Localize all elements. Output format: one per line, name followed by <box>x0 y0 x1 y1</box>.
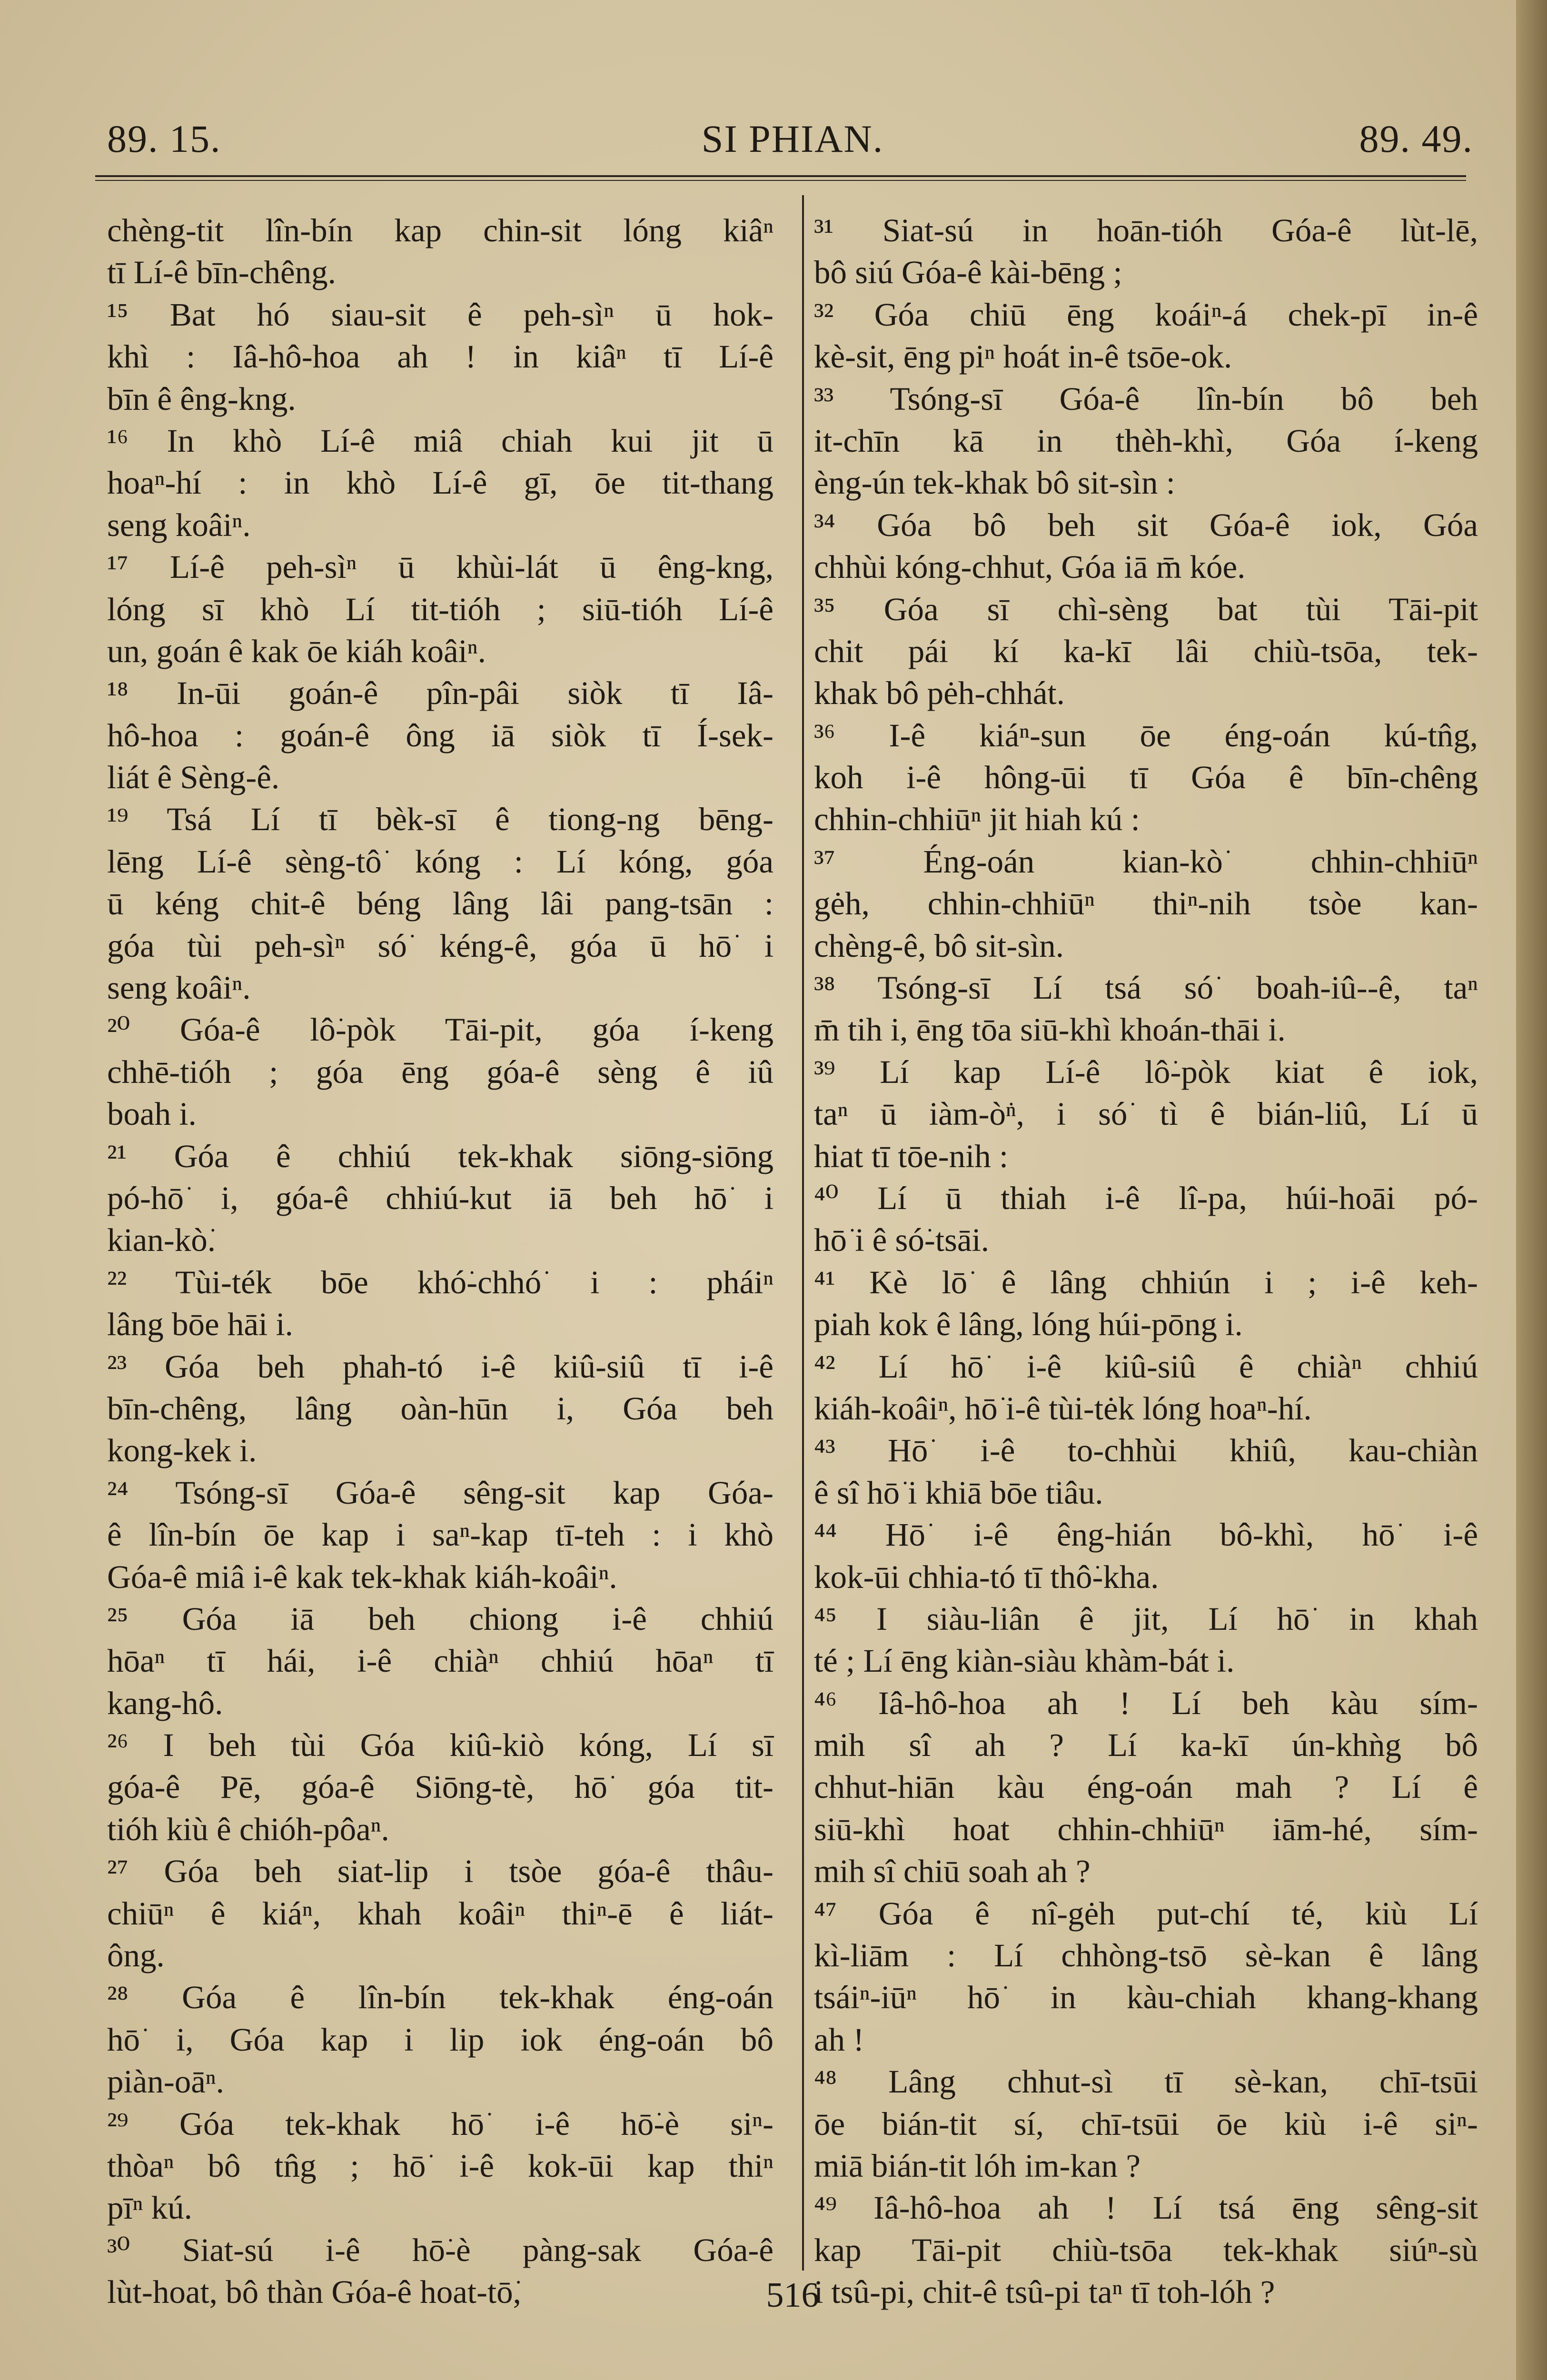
text-line: un, goán ê kak ōe kiáh koâiⁿ. <box>107 633 486 669</box>
text-line: chit pái kí ka-kī lâi chiù-tsōa, tek- <box>814 633 1478 669</box>
text-line: ¹⁶ In khò Lí-ê miâ chiah kui jit ū <box>107 422 774 459</box>
text-line: khì : Iâ-hô-hoa ah ! in kiâⁿ tī Lí-ê <box>107 338 774 375</box>
text-line: tī Lí-ê bīn-chêng. <box>107 254 336 291</box>
text-line: kian-kò͘. <box>107 1222 216 1259</box>
text-line: koh i-ê hông-ūi tī Góa ê bīn-chêng <box>814 759 1478 796</box>
text-line: ⁴³ Hō͘ i-ê to-chhùi khiû, kau-chiàn <box>814 1432 1478 1469</box>
text-line: chhē-tióh ; góa ēng góa-ê sèng ê iû <box>107 1053 774 1090</box>
text-line: kap Tāi-pit chiù-tsōa tek-khak siúⁿ-sù <box>814 2231 1478 2268</box>
text-line: gėh, chhin-chhiūⁿ thiⁿ-nih tsòe kan- <box>814 885 1478 922</box>
text-line: ²³ Góa beh phah-tó i-ê kiû-siû tī i-ê <box>107 1348 774 1385</box>
text-line: ⁴⁶ Iâ-hô-hoa ah ! Lí beh kàu sím- <box>814 1685 1478 1721</box>
text-line: chèng-tit lîn-bín kap chin-sit lóng kiâⁿ <box>107 212 774 248</box>
text-line: mih sî ah ? Lí ka-kī ún-khǹg bô <box>814 1727 1478 1764</box>
text-line: bīn ê êng-kng. <box>107 380 296 417</box>
text-line: kok-ūi chhia-tó tī thô͘-kha. <box>814 1558 1159 1595</box>
text-line: ⁴⁹ Iâ-hô-hoa ah ! Lí tsá ēng sêng-sit <box>814 2190 1478 2226</box>
text-line: chèng-ê, bô sit-sìn. <box>814 927 1064 964</box>
text-line: ³⁴ Góa bô beh sit Góa-ê iok, Góa <box>814 506 1478 543</box>
text-line: m̄ tih i, ēng tōa siū-khì khoán-thāi i. <box>814 1012 1286 1048</box>
text-line: hiat tī tōe-nih : <box>814 1138 1009 1174</box>
text-line: miā bián-tit lóh im-kan ? <box>814 2147 1140 2184</box>
text-line: hōaⁿ tī hái, i-ê chiàⁿ chhiú hōaⁿ tī <box>107 1643 774 1679</box>
text-line: chiūⁿ ê kiáⁿ, khah koâiⁿ thiⁿ-ē ê liát- <box>107 1895 774 1932</box>
text-line: it-chīn kā in thèh-khì, Góa í-keng <box>814 422 1478 459</box>
text-line: ²⁸ Góa ê lîn-bín tek-khak éng-oán <box>107 1979 774 2016</box>
text-line: bô siú Góa-ê kài-bēng ; <box>814 254 1122 291</box>
text-line: ê sî hō͘ i khiā bōe tiâu. <box>814 1474 1103 1511</box>
text-line: bīn-chêng, lâng oàn-hūn i, Góa beh <box>107 1390 774 1427</box>
text-line: ⁴⁷ Góa ê nî-gėh put-chí té, kiù Lí <box>814 1895 1478 1932</box>
text-line: ³⁷ Éng-oán kian-kò͘ chhin-chhiūⁿ <box>814 843 1478 880</box>
text-line: siū-khì hoat chhin-chhiūⁿ iām-hé, sím- <box>814 1811 1478 1847</box>
text-line: thòaⁿ bô tn̂g ; hō͘ i-ê kok-ūi kap thiⁿ <box>107 2147 774 2184</box>
text-line: pó-hō͘ i, góa-ê chhiú-kut iā beh hō͘ i <box>107 1180 774 1216</box>
header-chapter-end: 89. 49. <box>1359 117 1473 160</box>
text-line: ²² Tùi-ték bōe khó͘-chhó͘ i : pháiⁿ <box>107 1264 774 1300</box>
text-line: pīⁿ kú. <box>107 2190 192 2226</box>
text-line: khak bô pėh-chhát. <box>814 675 1065 712</box>
text-column-left <box>107 209 774 2313</box>
text-line: chhùi kóng-chhut, Góa iā m̄ kóe. <box>814 549 1246 585</box>
text-line: kang-hô. <box>107 1685 223 1721</box>
text-line: hô-hoa : goán-ê ông iā siòk tī Í-sek- <box>107 717 774 754</box>
text-line: ²⁴ Tsóng-sī Góa-ê sêng-sit kap Góa- <box>107 1474 774 1511</box>
text-line: ³⁹ Lí kap Lí-ê lô͘-pòk kiat ê iok, <box>814 1053 1478 1090</box>
text-line: chhin-chhiūⁿ jit hiah kú : <box>814 801 1140 838</box>
header-book-title: SI PHIAN. <box>701 117 884 160</box>
text-line: Góa-ê miâ i-ê kak tek-khak kiáh-koâiⁿ. <box>107 1558 617 1595</box>
text-line: seng koâiⁿ. <box>107 970 251 1006</box>
text-line: góa tùi peh-sìⁿ só͘ kéng-ê, góa ū hō͘ i <box>107 927 774 964</box>
text-line: kiáh-koâiⁿ, hō͘ i-ê tùi-tėk lóng hoaⁿ-hí. <box>814 1390 1312 1427</box>
text-line: lēng Lí-ê sèng-tô͘ kóng : Lí kóng, góa <box>107 843 774 880</box>
text-line: kong-kek i. <box>107 1432 257 1469</box>
text-line: boah i. <box>107 1096 197 1132</box>
text-line: hō͘ i, Góa kap i lip iok éng-oán bô <box>107 2021 774 2058</box>
text-line: ³⁶ I-ê kiáⁿ-sun ōe éng-oán kú-tn̂g, <box>814 717 1478 754</box>
text-line: ³² Góa chiū ēng koáiⁿ-á chek-pī in-ê <box>814 296 1478 333</box>
text-line: lâng bōe hāi i. <box>107 1306 293 1343</box>
text-line: ²⁹ Góa tek-khak hō͘ i-ê hō͘-è siⁿ- <box>107 2105 774 2142</box>
header-chapter-start: 89. 15. <box>107 117 221 160</box>
text-line: ³⁸ Tsóng-sī Lí tsá só͘ boah-iû--ê, taⁿ <box>814 970 1478 1006</box>
text-line: kì-liām : Lí chhòng-tsō sè-kan ê lâng <box>814 1937 1478 1974</box>
text-line: ²⁵ Góa iā beh chiong i-ê chhiú <box>107 1600 774 1637</box>
text-line: hoaⁿ-hí : in khò Lí-ê gī, ōe tit-thang <box>107 465 774 501</box>
text-line: ⁴⁴ Hō͘ i-ê êng-hián bô-khì, hō͘ i-ê <box>814 1517 1478 1553</box>
header-rule <box>95 175 1466 181</box>
text-line: taⁿ ū iàm-ò͘ⁿ, i só͘ tì ê bián-liû, Lí ū <box>814 1096 1478 1132</box>
text-line: èng-ún tek-khak bô sit-sìn : <box>814 465 1175 501</box>
text-line: ³⁰ Siat-sú i-ê hō͘-è pàng-sak Góa-ê <box>107 2231 774 2268</box>
text-line: mih sî chiū soah ah ? <box>814 1853 1091 1890</box>
text-line: i tsû-pi, chit-ê tsû-pi taⁿ tī toh-lóh ? <box>814 2274 1275 2311</box>
text-line: té ; Lí ēng kiàn-siàu khàm-bát i. <box>814 1643 1235 1679</box>
page-edge <box>1516 0 1547 2380</box>
text-line: chhut-hiān kàu éng-oán mah ? Lí ê <box>814 1769 1478 1805</box>
page-number: 516 <box>766 2276 819 2315</box>
text-line: ³¹ Siat-sú in hoān-tióh Góa-ê lùt-lē, <box>814 212 1478 248</box>
text-line: ²⁰ Góa-ê lô͘-pòk Tāi-pit, góa í-keng <box>107 1012 774 1048</box>
text-line: ²⁶ I beh tùi Góa kiû-kiò kóng, Lí sī <box>107 1727 774 1764</box>
text-line: seng koâiⁿ. <box>107 506 251 543</box>
text-line: liát ê Sèng-ê. <box>107 759 280 796</box>
text-line: tióh kiù ê chióh-pôaⁿ. <box>107 1811 389 1847</box>
text-line: ah ! <box>814 2021 864 2058</box>
text-line: ³³ Tsóng-sī Góa-ê lîn-bín bô beh <box>814 380 1478 417</box>
text-line: lóng sī khò Lí tit-tióh ; siū-tióh Lí-ê <box>107 591 774 627</box>
text-line: ²¹ Góa ê chhiú tek-khak siōng-siōng <box>107 1138 774 1174</box>
text-line: ¹⁷ Lí-ê peh-sìⁿ ū khùi-lát ū êng-kng, <box>107 549 774 585</box>
text-line: ông. <box>107 1937 165 1974</box>
text-line: góa-ê Pē, góa-ê Siōng-tè, hō͘ góa tit- <box>107 1769 774 1805</box>
column-divider <box>802 195 804 2271</box>
text-line: ⁴⁵ I siàu-liân ê jit, Lí hō͘ in khah <box>814 1600 1478 1637</box>
text-line: tsáiⁿ-iūⁿ hō͘ in kàu-chiah khang-khang <box>814 1979 1478 2016</box>
text-line: ¹⁵ Bat hó siau-sit ê peh-sìⁿ ū hok- <box>107 296 774 333</box>
text-line: ōe bián-tit sí, chī-tsūi ōe kiù i-ê siⁿ- <box>814 2105 1478 2142</box>
text-line: kè-sit, ēng piⁿ hoát in-ê tsōe-ok. <box>814 338 1232 375</box>
text-line: ³⁵ Góa sī chì-sèng bat tùi Tāi-pit <box>814 591 1478 627</box>
text-line: ¹⁹ Tsá Lí tī bèk-sī ê tiong-ng bēng- <box>107 801 774 838</box>
text-line: lùt-hoat, bô thàn Góa-ê hoat-tō͘, <box>107 2274 521 2311</box>
text-line: ²⁷ Góa beh siat-lip i tsòe góa-ê thâu- <box>107 1853 774 1890</box>
text-line: ū kéng chit-ê béng lâng lâi pang-tsān : <box>107 885 774 922</box>
text-line: piah kok ê lâng, lóng húi-pōng i. <box>814 1306 1243 1343</box>
text-line: hō͘ i ê só͘-tsāi. <box>814 1222 989 1259</box>
text-line: ⁴² Lí hō͘ i-ê kiû-siû ê chiàⁿ chhiú <box>814 1348 1478 1385</box>
text-line: ¹⁸ In-ūi goán-ê pîn-pâi siòk tī Iâ- <box>107 675 774 712</box>
text-line: ⁴⁰ Lí ū thiah i-ê lî-pa, húi-hoāi pó- <box>814 1180 1478 1216</box>
text-line: piàn-oāⁿ. <box>107 2063 224 2100</box>
text-column-right <box>814 209 1478 2313</box>
text-line: ê lîn-bín ōe kap i saⁿ-kap tī-teh : i khò <box>107 1517 774 1553</box>
text-line: ⁴¹ Kè lō͘ ê lâng chhiún i ; i-ê keh- <box>814 1264 1478 1300</box>
text-line: ⁴⁸ Lâng chhut-sì tī sè-kan, chī-tsūi <box>814 2063 1478 2100</box>
